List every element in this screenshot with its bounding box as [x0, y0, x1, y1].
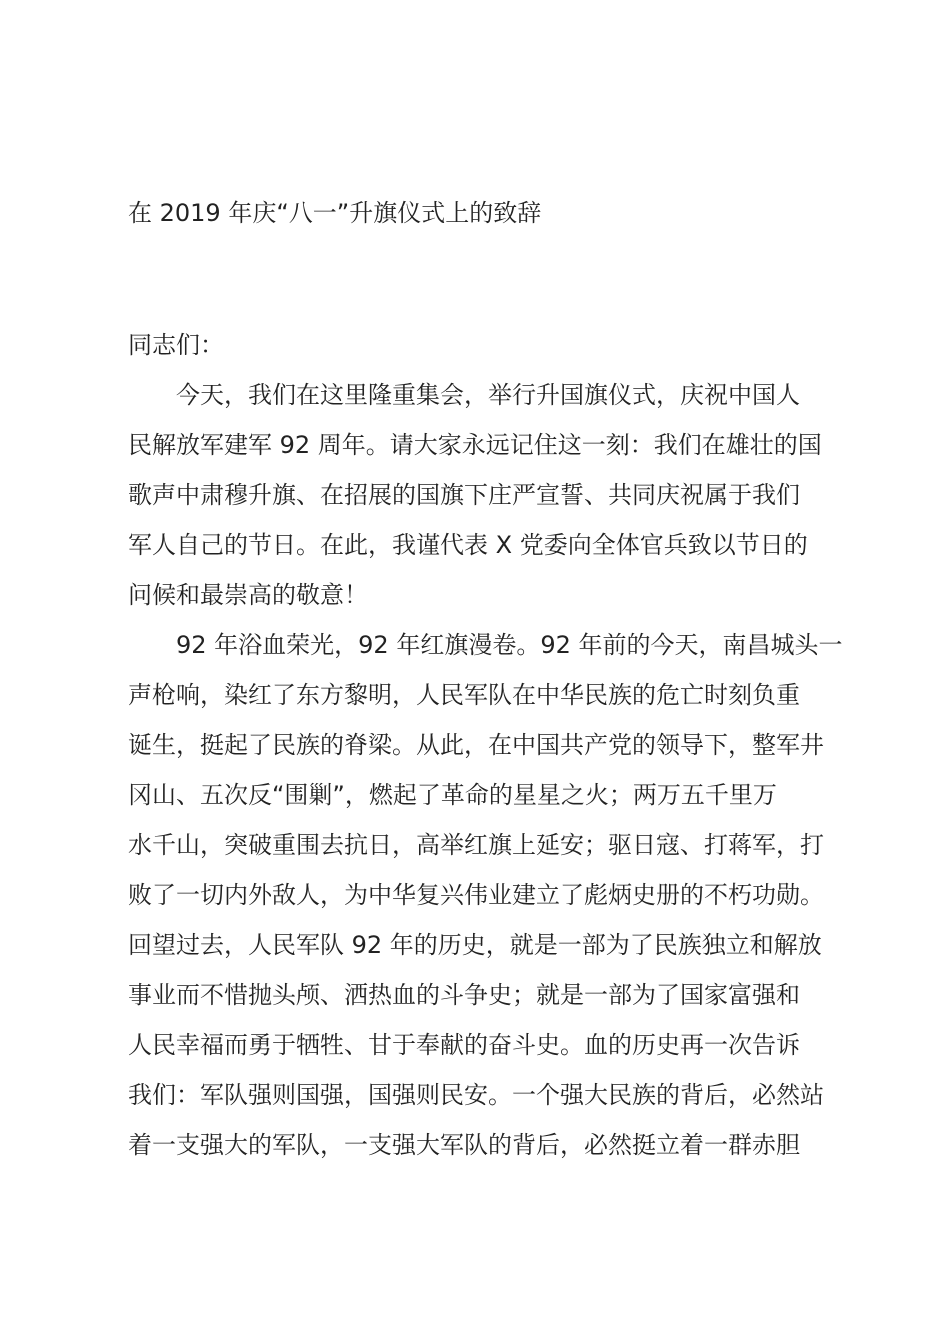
paragraph-1: 今天，我们在这里隆重集会，举行升国旗仪式，庆祝中国人 民解放军建军 92 周年。请大家永远记住这一刻：我们在雄壮的国 歌声中肃穆升旗、在招展的国旗下庄严宣誓、共同庆祝属于我们 军人自己的节日。在此，我谨代表 X 党委向全体官兵致以节日的 问候和最崇高的敬意！	[128, 381, 822, 609]
greeting: 同志们：	[128, 331, 224, 359]
document-title: 在 2019 年庆“八一”升旗仪式上的致辞	[128, 199, 542, 227]
document-body	[128, 196, 848, 1170]
paragraph-2: 92 年浴血荣光，92 年红旗漫卷。92 年前的今天，南昌城头一 声枪响，染红了东方黎明，人民军队在中华民族的危亡时刻负重 诞生，挺起了民族的脊梁。从此，在中国共产党的领导下，整军井 冈山、五次反“围剿”，燃起了革命的星星之火；两万五千里万 水千山，突破重围去抗日，高举红旗上延安；驱日寇、打蒋军，打 败了一切内外敌人，为中华复兴伟业建立了彪炳史册的不朽功勋。 回望过去，人民军队 92 年的历史，就是一部为了民族独立和解放 事业而不惜抛头颅、洒热血的斗争史；就是一部为了国家富强和 人民幸福而勇于牺牲、甘于奉献的奋斗史。血的历史再一次告诉 我们：军队强则国强，国强则民安。一个强大民族的背后，必然站 着一支强大的军队，一支强大军队的背后，必然挺立着一群赤胆	[128, 631, 843, 1159]
